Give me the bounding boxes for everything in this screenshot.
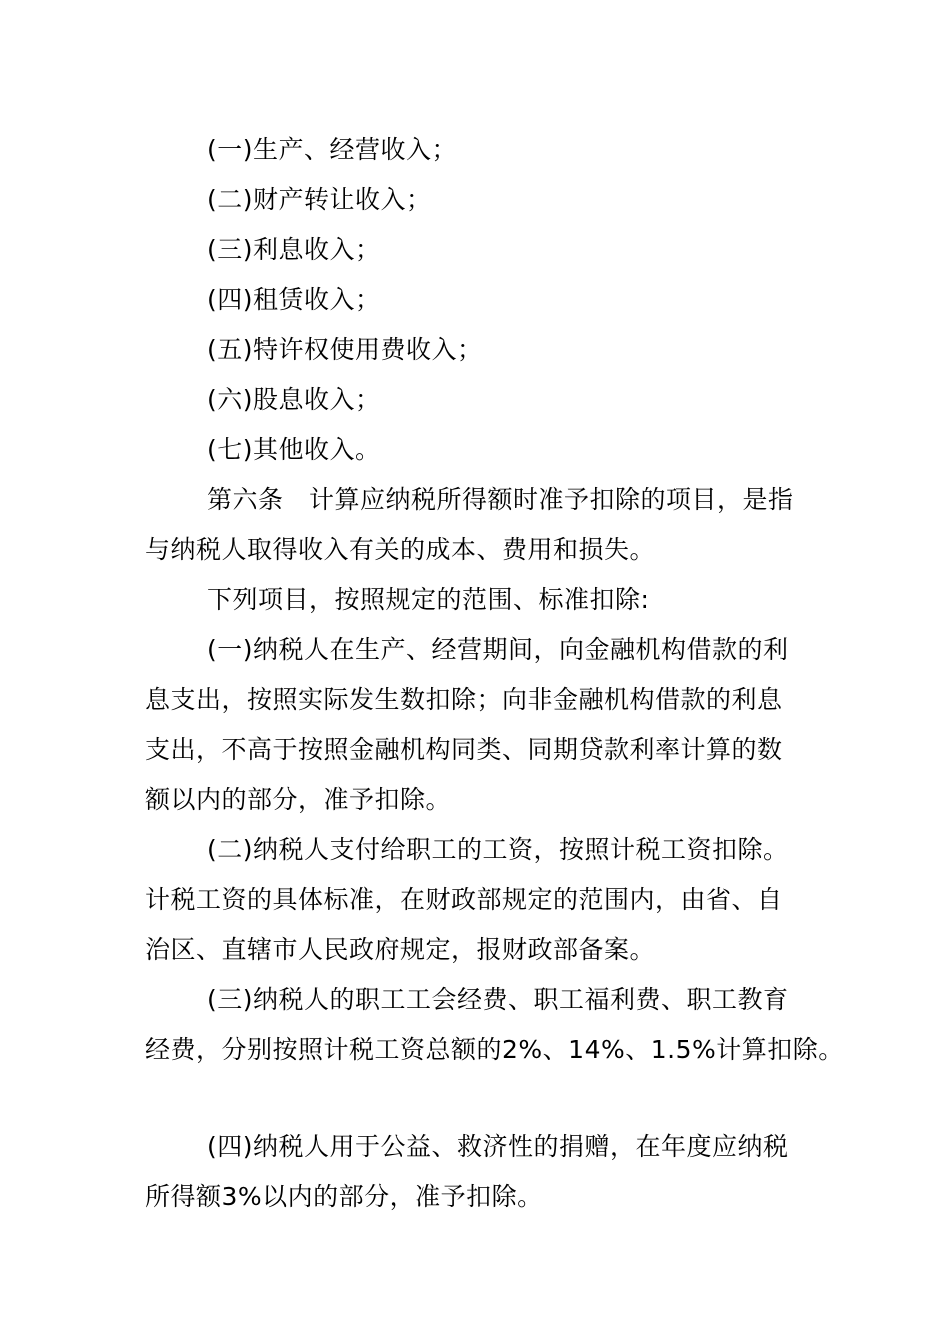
- article-6-line-2: 与纳税人取得收入有关的成本、费用和损失。: [145, 535, 656, 564]
- income-item-2: (二)财产转让收入；: [207, 185, 432, 214]
- income-item-4: (四)租赁收入；: [207, 285, 381, 314]
- deduction-item-2-line-3: 治区、直辖市人民政府规定，报财政部备案。: [145, 935, 656, 964]
- deduction-item-3-line-2: 经费，分别按照计税工资总额的2%、14%、1.5%计算扣除。: [145, 1035, 844, 1064]
- income-item-5: (五)特许权使用费收入；: [207, 335, 483, 364]
- deduction-item-4-line-2: 所得额3%以内的部分，准予扣除。: [145, 1182, 543, 1211]
- article-6-line-1: 第六条 计算应纳税所得额时准予扣除的项目，是指: [207, 485, 794, 514]
- income-item-1: (一)生产、经营收入；: [207, 135, 458, 164]
- deduction-item-2-line-2: 计税工资的具体标准，在财政部规定的范围内，由省、自: [145, 885, 783, 914]
- deduction-item-2-line-1: (二)纳税人支付给职工的工资，按照计税工资扣除。: [207, 835, 789, 864]
- deduction-item-3-line-1: (三)纳税人的职工工会经费、职工福利费、职工教育: [207, 985, 789, 1014]
- income-item-7: (七)其他收入。: [207, 435, 381, 464]
- deduction-intro: 下列项目，按照规定的范围、标准扣除:: [207, 585, 650, 614]
- income-item-6: (六)股息收入；: [207, 385, 381, 414]
- deduction-item-1-line-3: 支出，不高于按照金融机构同类、同期贷款利率计算的数: [145, 735, 783, 764]
- deduction-item-1-line-1: (一)纳税人在生产、经营期间，向金融机构借款的利: [207, 635, 789, 664]
- deduction-item-1-line-2: 息支出，按照实际发生数扣除；向非金融机构借款的利息: [145, 685, 783, 714]
- income-item-3: (三)利息收入；: [207, 235, 381, 264]
- deduction-item-4-line-1: (四)纳税人用于公益、救济性的捐赠，在年度应纳税: [207, 1132, 789, 1161]
- deduction-item-1-line-4: 额以内的部分，准予扣除。: [145, 785, 452, 814]
